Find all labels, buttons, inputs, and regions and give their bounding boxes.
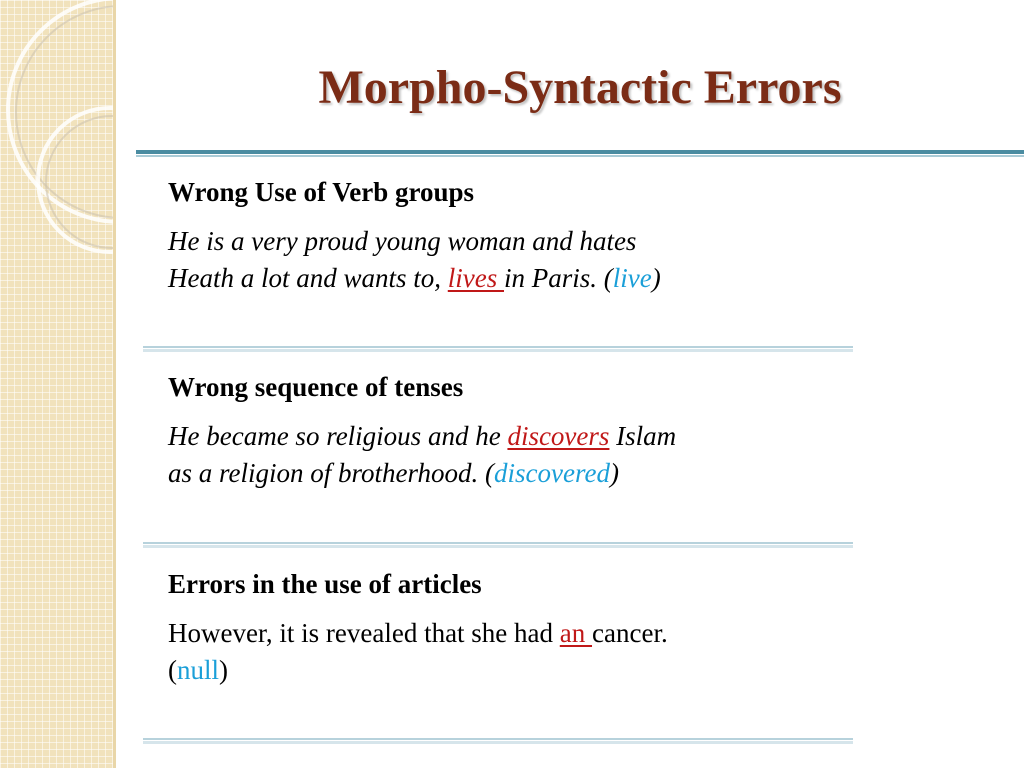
sentence-text: He is a very proud young woman and hates xyxy=(168,226,637,256)
correction-word: live xyxy=(612,263,652,293)
example-sentence xyxy=(168,418,858,492)
sentence-text: ) xyxy=(219,655,229,685)
sentence-text: ) xyxy=(651,263,661,293)
example-sentence xyxy=(168,615,858,689)
decorative-sidebar xyxy=(0,0,113,768)
correction-word: discovered xyxy=(494,458,610,488)
sentence-text: cancer. xyxy=(592,618,668,648)
error-word: lives xyxy=(447,263,504,293)
section-tense-sequence xyxy=(168,370,858,492)
decorative-circles xyxy=(0,0,113,768)
error-word: discovers xyxy=(507,421,610,451)
sentence-text: Islam xyxy=(609,421,677,451)
section-heading: Errors in the use of articles xyxy=(168,569,482,599)
section-articles xyxy=(168,567,858,689)
sentence-text: as a religion of brotherhood. ( xyxy=(168,458,495,488)
sentence-text: ( xyxy=(168,655,177,685)
sidebar-edge xyxy=(113,0,116,768)
title-rule xyxy=(136,150,1024,158)
section-divider xyxy=(143,346,853,352)
section-divider xyxy=(143,542,853,548)
sentence-text: ) xyxy=(609,458,619,488)
correction-word: null xyxy=(177,655,220,685)
section-divider xyxy=(143,738,853,744)
section-verb-groups xyxy=(168,175,858,297)
sentence-text: in Paris. ( xyxy=(504,263,613,293)
sentence-text: However, it is revealed that she had xyxy=(168,618,560,648)
sentence-text: He became so religious and he xyxy=(168,421,508,451)
section-heading: Wrong sequence of tenses xyxy=(168,372,464,402)
error-word: an xyxy=(559,618,593,648)
example-sentence xyxy=(168,223,858,297)
slide-title: Morpho-Syntactic Errors xyxy=(318,61,842,114)
sentence-text: Heath a lot and wants to, xyxy=(168,263,448,293)
section-heading: Wrong Use of Verb groups xyxy=(168,177,475,207)
